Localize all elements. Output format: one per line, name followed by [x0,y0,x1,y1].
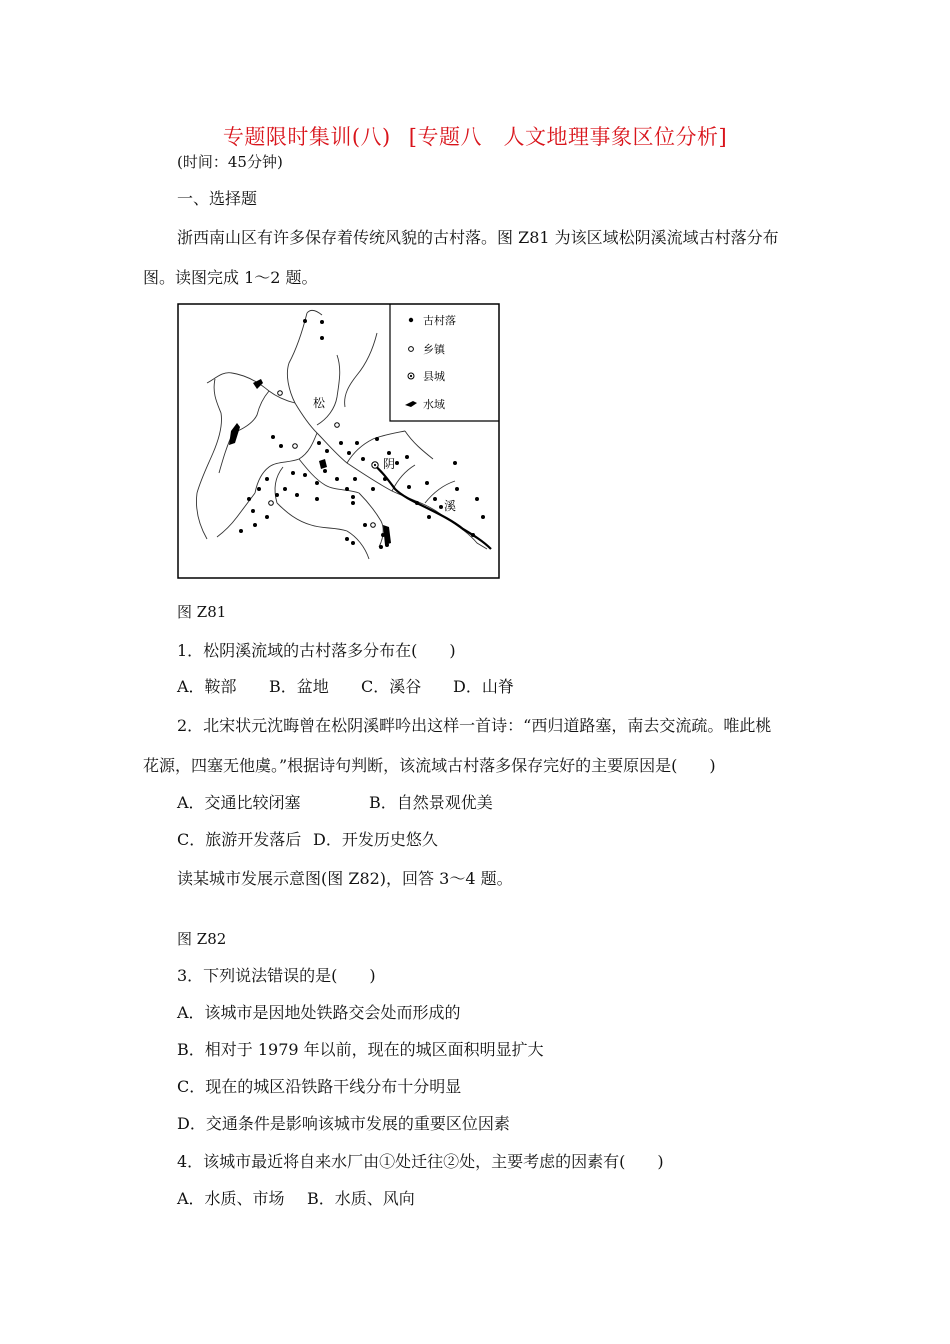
legend-label-town: 乡镇 [423,343,445,356]
option-4a: A．水质、市场 [177,1189,285,1208]
question-1-stem: 1．松阴溪流域的古村落多分布在( ) [177,641,456,660]
question-4-stem: 4．该城市最近将自来水厂由①处迁往②处，主要考虑的因素有( ) [177,1152,664,1171]
legend-label-county: 县城 [423,370,445,383]
river-char: 阴 [383,457,396,471]
river-char: 溪 [444,499,457,513]
legend-label-village: 古村落 [423,314,456,327]
question-4-options [177,1189,415,1209]
section-heading: 一、选择题 [177,189,258,208]
county-seat [372,462,378,468]
title-part1: 专题限时集训(八) [222,125,391,149]
intro-line-1: 浙西南山区有许多保存着传统风貌的古村落。图 Z81 为该区域松阴溪流域古村落分布 [177,228,779,247]
town-marker [269,501,274,506]
option-3b: B．相对于 1979 年以前，现在的城区面积明显扩大 [177,1040,544,1059]
map-frame [178,304,499,578]
question-2-stem-line-2: 花源，四塞无他虞。”根据诗句判断，该流域古村落多保存完好的主要原因是( ) [143,756,716,775]
option-3a: A．该城市是因地处铁路交会处而形成的 [177,1003,461,1022]
option-1c: C．溪谷 [361,677,422,696]
town-marker [371,523,376,528]
option-1b: B．盆地 [269,677,329,696]
filled-dot-icon [409,318,413,322]
option-3d: D．交通条件是影响该城市发展的重要区位因素 [177,1114,510,1133]
village-distribution-map [177,303,500,579]
page-title [0,124,950,150]
option-2a: A．交通比较闭塞 [177,793,301,812]
question-1-options [177,677,514,697]
river-char: 松 [313,396,326,410]
intro-line-2: 图。读图完成 1～2 题。 [143,268,318,287]
figure-caption-z82: 图 Z82 [177,930,227,948]
figure-caption-z81: 图 Z81 [177,603,227,621]
town-marker [293,444,298,449]
option-3c: C．现在的城区沿铁路干线分布十分明显 [177,1077,462,1096]
option-2d: D．开发历史悠久 [313,830,438,849]
question-3-stem: 3．下列说法错误的是( ) [177,966,376,985]
option-4b: B．水质、风向 [307,1189,415,1208]
option-2c: C．旅游开发落后 [177,830,302,849]
time-note: (时间：45分钟) [177,153,283,171]
town-marker [335,423,340,428]
intro-questions-3-4: 读某城市发展示意图(图 Z82)，回答 3～4 题。 [177,869,513,888]
question-2-options-row-1 [177,793,493,813]
option-2b: B．自然景观优美 [369,793,493,812]
question-2-stem-line-1: 2．北宋状元沈晦曾在松阴溪畔吟出这样一首诗：“西归道路塞，南去交流疏。唯此桃 [177,716,772,735]
title-part2: [专题八 人文地理事象区位分析] [408,125,728,149]
option-1a: A．鞍部 [177,677,237,696]
legend-label-water: 水域 [423,398,445,411]
option-1d: D．山脊 [453,677,514,696]
question-2-options-row-2 [177,830,438,850]
open-circle-icon [409,347,414,352]
town-marker [278,391,283,396]
